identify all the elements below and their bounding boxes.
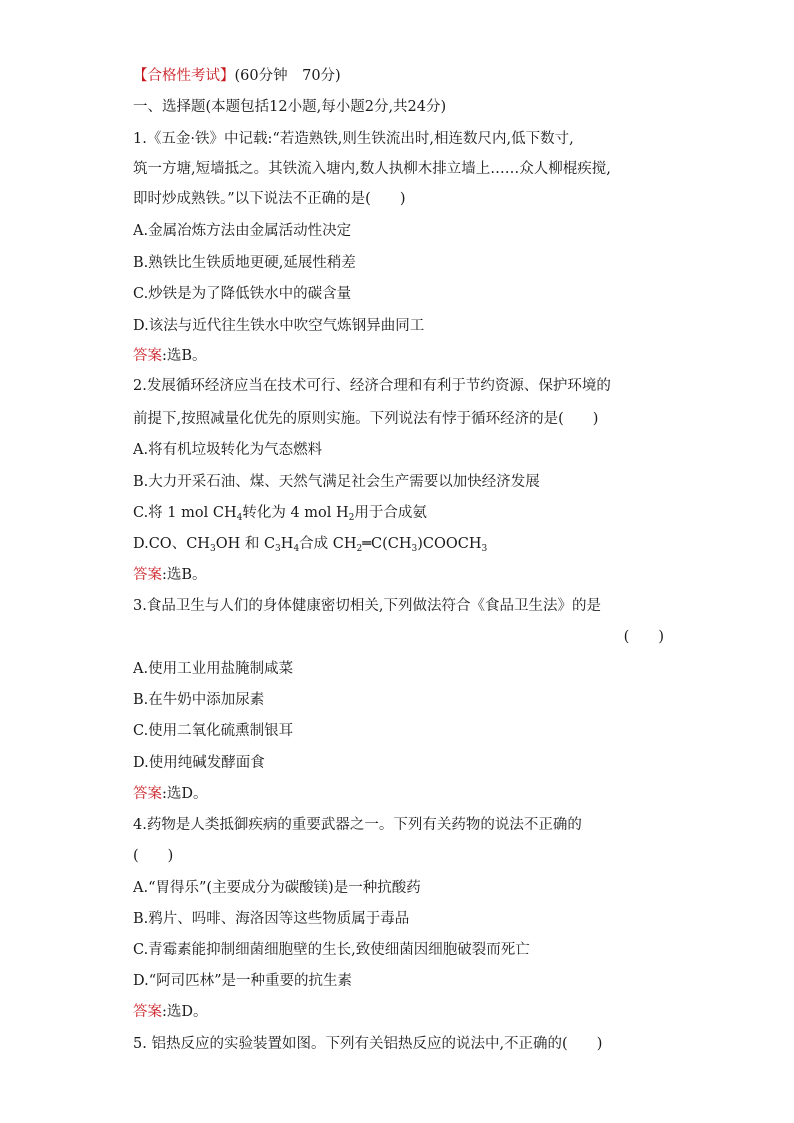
question-1-option-c: C.炒铁是为了降低铁水中的碳含量 [133, 286, 352, 302]
answer-text: :选D。 [162, 1004, 208, 1020]
answer-text: :选B。 [162, 567, 207, 583]
question-2-option-c: C.将 1 mol $CH_4$转化为 4 mol $H_2$用于合成氨 [133, 505, 427, 523]
question-2-stem-line-1: 2.发展循环经济应当在技术可行、经济合理和有利于节约资源、保护环境的 [133, 378, 611, 394]
answer-label: 答案 [133, 786, 162, 802]
question-3-option-a: A.使用工业用盐腌制咸菜 [133, 661, 294, 677]
question-4-option-b: B.鸦片、吗啡、海洛因等这些物质属于毒品 [133, 911, 410, 927]
question-3-option-c: C.使用二氧化硫熏制银耳 [133, 723, 294, 739]
question-1-answer [133, 346, 664, 366]
exam-meta: (60分钟 70分) [234, 68, 341, 84]
question-1-option-b: B.熟铁比生铁质地更硬,延展性稍差 [133, 255, 356, 271]
question-2-option-b: B.大力开采石油、煤、天然气满足社会生产需要以加快经济发展 [133, 474, 540, 490]
question-1-option-a: A.金属冶炼方法由金属活动性决定 [133, 223, 352, 239]
answer-text: :选B。 [162, 348, 207, 364]
question-2-option-a: A.将有机垃圾转化为气态燃料 [133, 442, 323, 458]
question-1-stem-line-2: 筑一方塘,短墙抵之。其铁流入塘内,数人执柳木排立墙上……众人柳棍疾搅, [133, 161, 611, 177]
exam-header [133, 66, 664, 86]
answer-label: 答案 [133, 1004, 162, 1020]
question-3-option-b: B.在牛奶中添加尿素 [133, 692, 265, 708]
question-4-stem-blank: ( ) [133, 848, 174, 864]
exam-type-label: 【合格性考试】 [133, 68, 235, 84]
question-2-stem-line-2: 前提下,按照减量化优先的原则实施。下列说法有悖于循环经济的是( ) [133, 411, 599, 427]
question-5-stem-line-1: 5. 铝热反应的实验装置如图。下列有关铝热反应的说法中,不正确的( ) [133, 1036, 603, 1052]
question-4-option-d: D.“阿司匹林”是一种重要的抗生素 [133, 973, 353, 989]
question-2-option-d: D.CO、$CH_3OH$ 和 $C_3H_4$合成 $CH_2═C(CH_3)COOCH_3$ [133, 536, 488, 554]
question-3-answer [133, 784, 664, 804]
answer-text: :选D。 [162, 786, 208, 802]
answer-label: 答案 [133, 567, 162, 583]
section-title: 一、选择题(本题包括12小题,每小题2分,共24分) [133, 99, 447, 115]
question-3-stem-line-1: 3.食品卫生与人们的身体健康密切相关,下列做法符合《食品卫生法》的是 [133, 598, 601, 614]
question-3-option-d: D.使用纯碱发酵面食 [133, 755, 265, 771]
answer-label: 答案 [133, 348, 162, 364]
question-2-answer [133, 565, 664, 585]
question-1-stem-line-1: 1.《五金·铁》中记载:“若造熟铁,则生铁流出时,相连数尺内,低下数寸, [133, 131, 574, 147]
question-4-option-c: C.青霉素能抑制细菌细胞壁的生长,致使细菌因细胞破裂而死亡 [133, 942, 530, 958]
question-1-stem-line-3: 即时炒成熟铁。”以下说法不正确的是( ) [133, 191, 406, 207]
question-3-stem-blank: ( ) [623, 629, 664, 645]
question-1-option-d: D.该法与近代往生铁水中吹空气炼钢异曲同工 [133, 318, 425, 334]
question-4-answer [133, 1002, 664, 1022]
question-4-option-a: A.“胃得乐”(主要成分为碳酸镁)是一种抗酸药 [133, 880, 421, 896]
question-4-stem-line-1: 4.药物是人类抵御疾病的重要武器之一。下列有关药物的说法不正确的 [133, 817, 582, 833]
